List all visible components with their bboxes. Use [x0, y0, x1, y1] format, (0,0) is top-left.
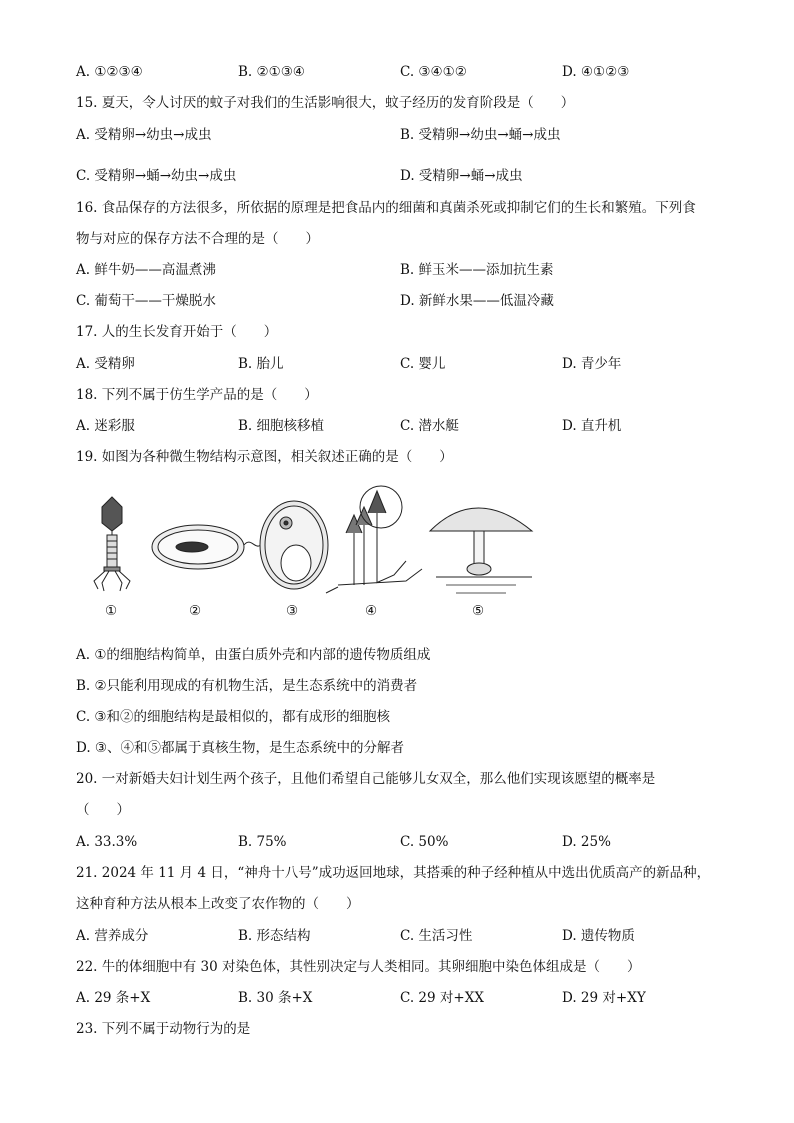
q17-stem: 17. 人的生长发育开始于（ ） — [76, 324, 278, 340]
q17-option-c: C. 婴儿 — [400, 356, 446, 372]
q22-option-c: C. 29 对+XX — [400, 990, 484, 1006]
q16-option-c: C. 葡萄干——干燥脱水 — [76, 293, 216, 309]
bacterium-drawing — [152, 525, 269, 569]
q20-option-c: C. 50% — [400, 834, 449, 850]
q16-stem-line2: 物与对应的保存方法不合理的是（ ） — [76, 231, 319, 247]
q14-option-b: B. ②①③④ — [238, 64, 305, 80]
q21-option-c: C. 生活习性 — [400, 928, 473, 944]
figure-label-3: ③ — [286, 603, 299, 619]
q21-option-d: D. 遗传物质 — [562, 928, 635, 944]
q16-option-d: D. 新鲜水果——低温冷藏 — [400, 293, 554, 309]
q16-option-b: B. 鲜玉米——添加抗生素 — [400, 262, 554, 278]
q18-option-a: A. 迷彩服 — [76, 418, 135, 434]
q14-option-c: C. ③④①② — [400, 64, 467, 80]
q15-option-d: D. 受精卵→蛹→成虫 — [400, 168, 523, 184]
q21-stem-line1: 21. 2024 年 11 月 4 日，“神舟十八号”成功返回地球，其搭乘的种子经种植从中选出优质高产的新品种， — [76, 865, 711, 881]
q16-stem-line1: 16. 食品保存的方法很多，所依据的原理是把食品内的细菌和真菌杀死或抑制它们的生长和繁殖。下列食 — [76, 200, 696, 216]
q16-option-a: A. 鲜牛奶——高温煮沸 — [76, 262, 216, 278]
q22-stem: 22. 牛的体细胞中有 30 对染色体，其性别决定与人类相同。其卵细胞中染色体组成是（ ） — [76, 959, 641, 975]
bacteriophage-drawing — [94, 497, 130, 591]
q19-option-b: B. ②只能利用现成的有机物生活，是生态系统中的消费者 — [76, 678, 418, 694]
q19-option-d: D. ③、④和⑤都属于真核生物，是生态系统中的分解者 — [76, 740, 405, 756]
q18-option-c: C. 潜水艇 — [400, 418, 459, 434]
q22-option-b: B. 30 条+X — [238, 990, 313, 1006]
figure-label-2: ② — [189, 603, 202, 619]
q21-option-a: A. 营养成分 — [76, 928, 149, 944]
q18-option-d: D. 直升机 — [562, 418, 622, 434]
q19-option-c: C. ③和②的细胞结构是最相似的，都有成形的细胞核 — [76, 709, 391, 725]
penicillium-drawing — [326, 486, 422, 593]
q18-stem: 18. 下列不属于仿生学产品的是（ ） — [76, 387, 318, 403]
figure-label-5: ⑤ — [472, 603, 485, 619]
figure-label-4: ④ — [365, 603, 378, 619]
q15-option-b: B. 受精卵→幼虫→蛹→成虫 — [400, 127, 561, 143]
q14-option-d: D. ④①②③ — [562, 64, 630, 80]
yeast-drawing — [260, 501, 328, 589]
microbe-figure — [76, 485, 536, 625]
q23-stem: 23. 下列不属于动物行为的是 — [76, 1021, 251, 1037]
q19-option-a: A. ①的细胞结构简单，由蛋白质外壳和内部的遗传物质组成 — [76, 647, 431, 663]
q18-option-b: B. 细胞核移植 — [238, 418, 325, 434]
q22-option-d: D. 29 对+XY — [562, 990, 646, 1006]
q15-option-a: A. 受精卵→幼虫→成虫 — [76, 127, 212, 143]
q15-stem: 15. 夏天，令人讨厌的蚊子对我们的生活影响很大，蚊子经历的发育阶段是（ ） — [76, 95, 575, 111]
q20-option-a: A. 33.3% — [76, 834, 138, 850]
microbe-figure-svg — [76, 485, 536, 625]
mushroom-drawing — [430, 508, 532, 593]
figure-label-1: ① — [105, 603, 118, 619]
q20-option-d: D. 25% — [562, 834, 611, 850]
q19-stem: 19. 如图为各种微生物结构示意图，相关叙述正确的是（ ） — [76, 449, 453, 465]
q21-option-b: B. 形态结构 — [238, 928, 311, 944]
q20-stem-line2: （ ） — [76, 802, 130, 818]
q17-option-a: A. 受精卵 — [76, 356, 135, 372]
q17-option-d: D. 青少年 — [562, 356, 622, 372]
q20-stem-line1: 20. 一对新婚夫妇计划生两个孩子，且他们希望自己能够儿女双全，那么他们实现该愿望的概率是 — [76, 771, 656, 787]
q21-stem-line2: 这种育种方法从根本上改变了农作物的（ ） — [76, 896, 360, 912]
q20-option-b: B. 75% — [238, 834, 287, 850]
q17-option-b: B. 胎儿 — [238, 356, 284, 372]
q15-option-c: C. 受精卵→蛹→幼虫→成虫 — [76, 168, 237, 184]
q14-option-a: A. ①②③④ — [76, 64, 143, 80]
q22-option-a: A. 29 条+X — [76, 990, 151, 1006]
